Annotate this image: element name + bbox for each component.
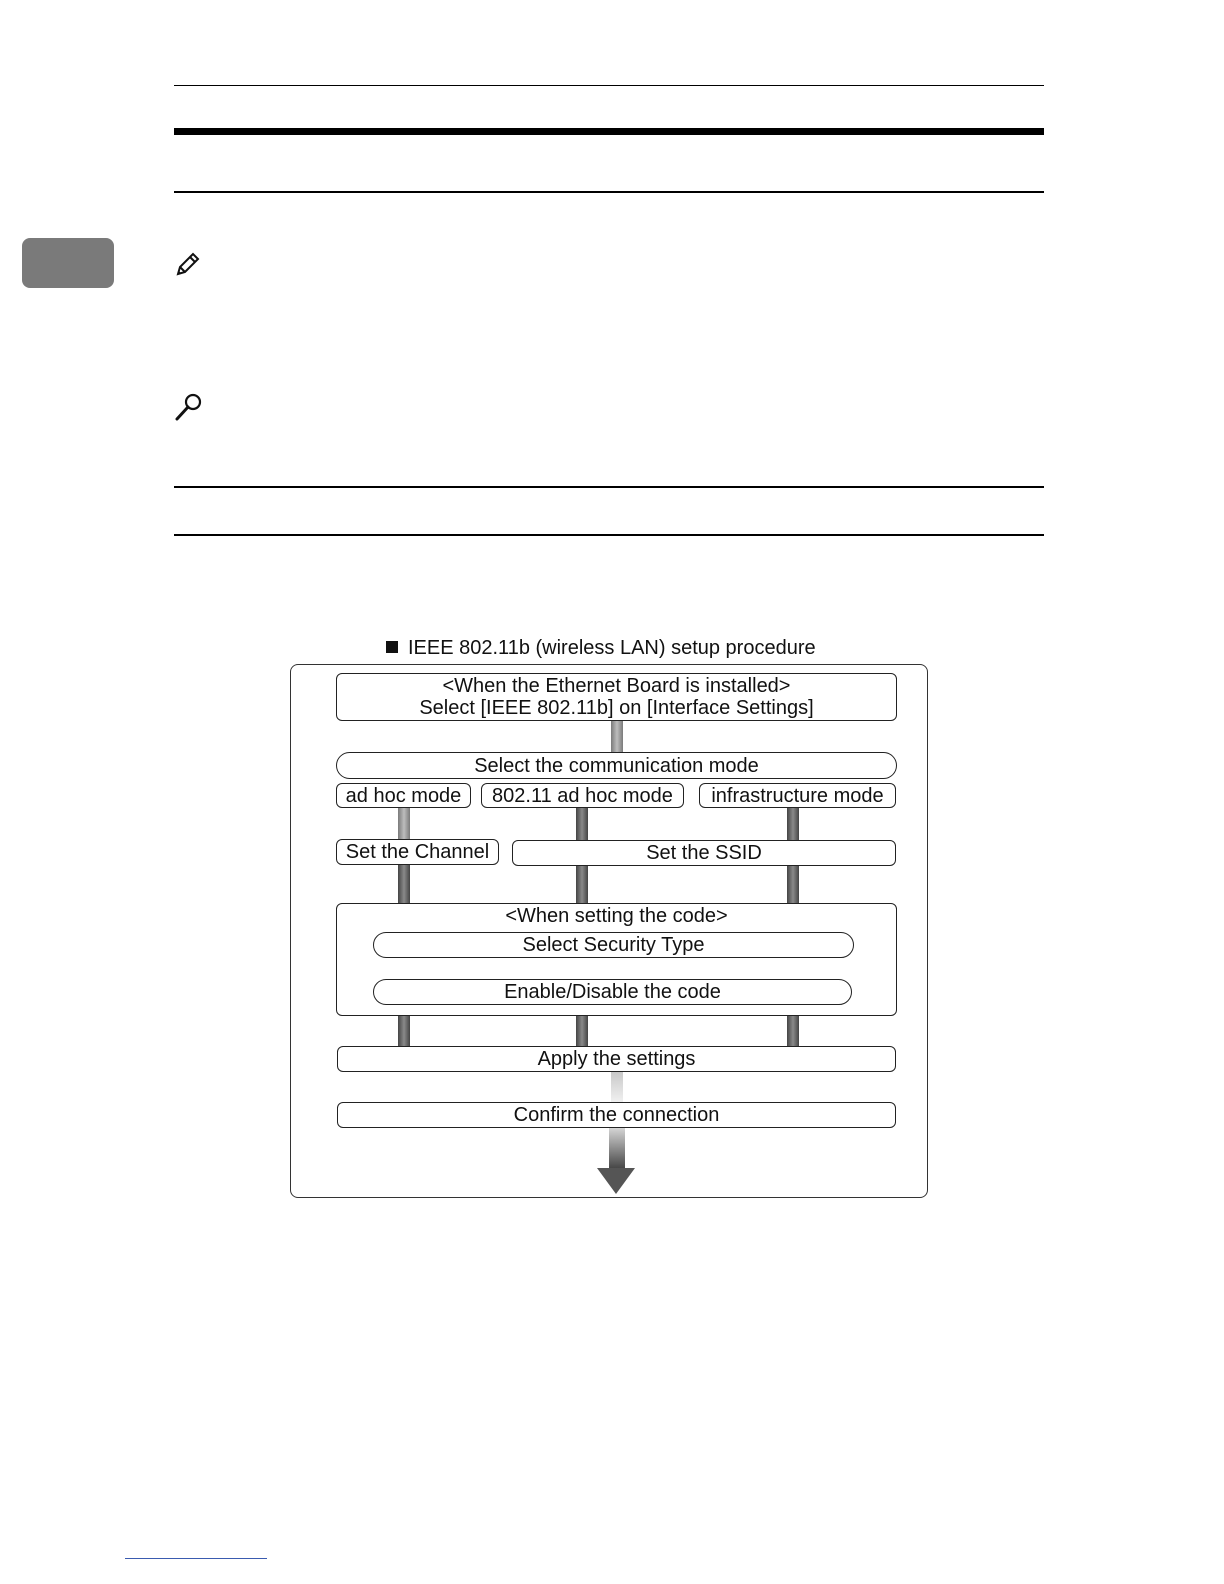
subsection-rule-top — [174, 486, 1044, 488]
code-group-title: <When setting the code> — [505, 905, 728, 927]
connector-confirm-arrow-shaft — [609, 1127, 625, 1169]
set-ssid-box: Set the SSID — [512, 840, 896, 866]
security-type-box: Select Security Type — [373, 932, 854, 958]
apply-settings-box: Apply the settings — [337, 1046, 896, 1072]
connector-ssid-to-code-mid — [576, 866, 588, 903]
connector-code-to-apply-left — [398, 1015, 410, 1046]
confirm-connection-box: Confirm the connection — [337, 1102, 896, 1128]
connector-code-to-apply-right — [787, 1015, 799, 1046]
select-mode-box: Select the communication mode — [336, 752, 897, 779]
connector-channel-to-code — [398, 865, 410, 903]
footer-link-underline — [125, 1558, 267, 1559]
set-channel-box: Set the Channel — [336, 839, 499, 865]
connector-80211-to-ssid — [576, 808, 588, 840]
connector-infra-to-ssid — [787, 808, 799, 840]
down-arrow-icon — [597, 1168, 635, 1194]
bullet-square-icon — [386, 641, 398, 653]
connector-ssid-to-code-right — [787, 866, 799, 903]
mode-80211-adhoc-box: 802.11 ad hoc mode — [481, 783, 684, 808]
mode-infrastructure-box: infrastructure mode — [699, 783, 896, 808]
connector-adhoc-to-channel — [398, 808, 410, 839]
chapter-tab — [22, 238, 114, 288]
pencil-note-icon — [174, 250, 202, 278]
header-rule-thick — [174, 128, 1044, 135]
diagram-title: IEEE 802.11b (wireless LAN) setup procedure — [386, 636, 816, 660]
subsection-rule-bottom — [174, 534, 1044, 536]
installed-step-box — [336, 673, 897, 721]
section-rule — [174, 191, 1044, 193]
connector-code-to-apply-mid — [576, 1015, 588, 1046]
mode-adhoc-box: ad hoc mode — [336, 783, 471, 808]
installed-step-line1: <When the Ethernet Board is installed> — [442, 675, 791, 697]
installed-step-line2: Select [IEEE 802.11b] on [Interface Settings] — [419, 697, 814, 719]
header-rule-thin — [174, 85, 1044, 86]
connector-top-to-mode — [611, 721, 623, 752]
enable-disable-code-box: Enable/Disable the code — [373, 979, 852, 1005]
connector-apply-to-confirm — [611, 1071, 623, 1102]
magnifier-reference-icon — [174, 392, 204, 422]
